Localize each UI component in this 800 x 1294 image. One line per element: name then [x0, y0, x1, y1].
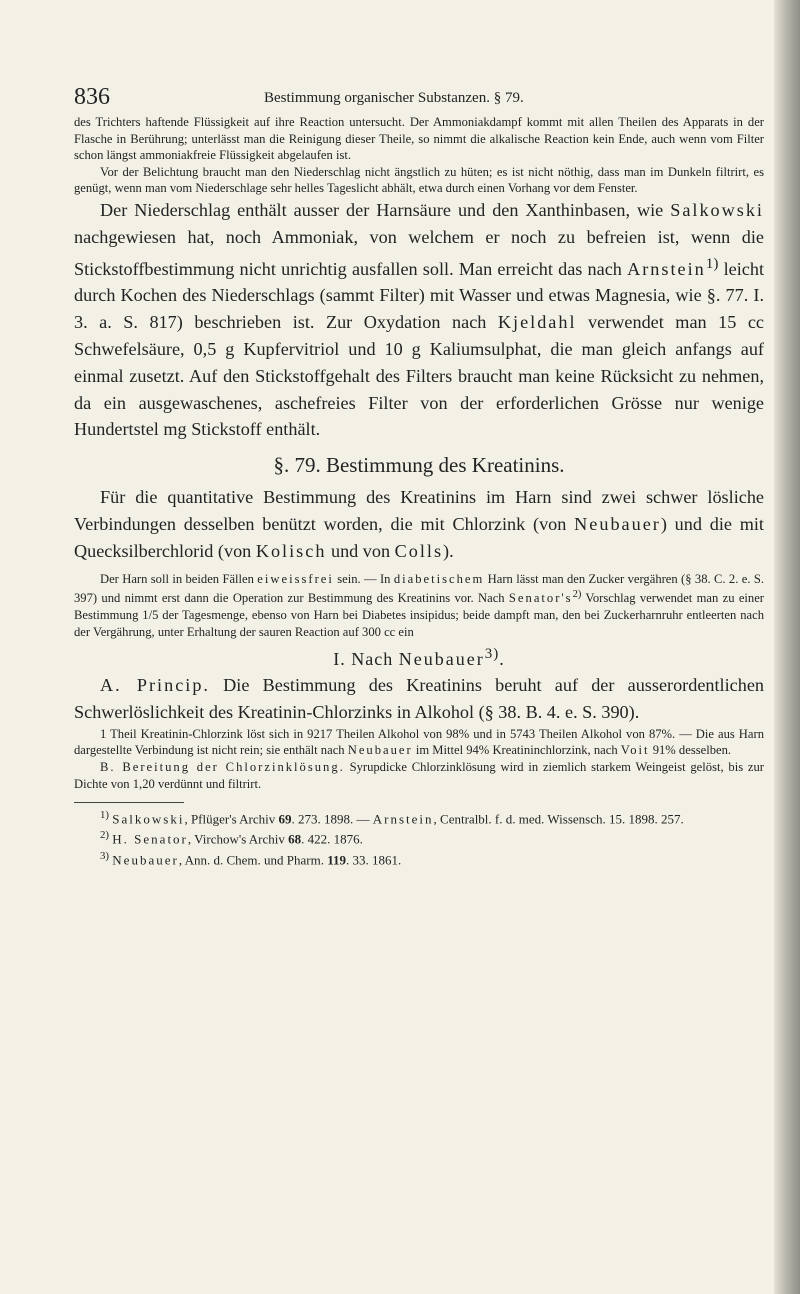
author-senator: Senator's	[508, 591, 573, 606]
footnote-ref-3: 3)	[484, 646, 500, 663]
author-voit: Voit	[620, 743, 650, 758]
footnote-2: $^{2)}$ H. Senator, Virchow's Archiv 68. 422. 1876.	[100, 829, 363, 847]
paragraph-kreatinin-intro: Für die quantitative Bestimmung des Kreatinins im Harn sind zwei schwer lösliche Verbindungen desselben benützt worden, die mit Chlorzink (von Neubauer) und die mit Quecksilberchlorid (von Kolisch und von Colls).	[74, 487, 764, 561]
label-bereitung: B. Bereitung der Chlorzinklösung.	[100, 759, 345, 774]
author-neubauer: Neubauer	[574, 514, 661, 534]
running-head	[74, 84, 764, 114]
footnote-ref-1: 1)	[705, 254, 719, 272]
footnote-1: $^{1)}$ Salkowski, Pflüger's Archiv 69. 273. 1898. — Arnstein, Centralbl. f. d. med. Wissensch. 15. 1898. 257.	[100, 809, 684, 827]
paragraph-niederschlag: Der Niederschlag enthält ausser der Harnsäure und den Xanthinbasen, wie Salkowski nachgewiesen hat, noch Ammoniak, von welchem er noch zu befreien ist, wenn die Stickstoffbestimmung nicht unrichtig ausfallen soll. Man erreicht das nach Arnstein$^{1)}$ leicht durch Kochen des Niederschlags (sammt Filter) mit Wasser und etwas Magnesia, wie §. 77. I. 3. a. S. 817) beschrieben ist. Zur Oxydation nach Kjeldahl verwendet man 15 cc Schwefelsäure, 0,5 g Kupfervitriol und 10 g Kaliumsulphat, die man gleich anfangs auf einmal zusetzt. Auf den Stickstoffgehalt des Filters braucht man keine Rücksicht zu nehmen, da ein ausgewaschenes, aschefreies Filter von der erforderlichen Grösse nur wenige Hundertstel mg Stickstoff enthält.	[74, 199, 764, 440]
author-arnstein: Arnstein	[627, 258, 706, 279]
term-eiweissfrei: eiweissfrei	[257, 571, 334, 586]
label-princip: A. Princip.	[100, 675, 210, 696]
author-kjeldahl: Kjeldahl	[497, 312, 577, 333]
paragraph-trichter: des Trichters haftende Flüssigkeit auf ihre Reaction untersucht. Der Ammoniakdampf kommt mit allen Theilen des Apparats in der Flasche in Berührung; unterlässt man die Reinigung dieser Theile, so nimmt die alkalische Reaction kein Ende, auch wenn vom Filter schon längst ammoniakfreie Flüssigkeit abgelaufen ist.	[74, 115, 764, 163]
author-colls: Colls	[394, 540, 444, 561]
paragraph-belichtung: Vor der Belichtung braucht man den Niederschlag nicht ängstlich zu hüten; es ist nicht nöthig, dass man im Dunkeln filtrirt, es genügt, wenn man vom Niederschlage sehr helles Tageslicht abhält, etwa durch einen Vorhang vor dem Fenster.	[74, 164, 764, 196]
book-page	[74, 84, 764, 868]
footnote-3: $^{3)}$ Neubauer, Ann. d. Chem. und Pharm. 119. 33. 1861.	[100, 849, 402, 868]
running-title: Bestimmung organischer Substanzen. § 79.	[264, 90, 524, 106]
section-heading: §. 79. Bestimmung des Kreatinins.	[273, 453, 565, 478]
paragraph-bereitung: B. Bereitung der Chlorzinklösung. Syrupdicke Chlorzinklösung wird in ziemlich starkem Weingeist gelöst, bis zur Dichte von 1,20 verdünnt und filtrirt.	[74, 759, 764, 791]
author-kolisch: Kolisch	[255, 540, 327, 561]
paragraph-harn-vorbehandlung: Der Harn soll in beiden Fällen eiweissfrei sein. — In diabetischem Harn lässt man den Zucker vergähren (§ 38. C. 2. e. S. 397) und nimmt erst dann die Operation zur Bestimmung des Kreatinins vor. Nach $Senator's^{2)}$ Vorschlag verwendet man zu einer Bestimmung 1/5 der Tagesmenge, ebenso von Harn bei Diabetes insipidus; beide dampft man, den bei Zuckerharnruhr entleerten nach der Vergährung, unter Erhaltung der sauren Reaction auf 300 cc ein	[74, 571, 765, 639]
footnote-rule	[74, 802, 184, 803]
page-number: 836	[74, 84, 110, 110]
subheading-neubauer: I. Nach Neubauer$^{3)}$.	[333, 646, 505, 670]
author-salkowski: Salkowski	[670, 199, 764, 220]
paragraph-princip: A. Princip. Die Bestimmung des Kreatinins beruht auf der ausserordentlichen Schwerlöslichkeit des Kreatinin-Chlorzinks in Alkohol (§ 38. B. 4. e. S. 390).	[74, 675, 764, 722]
footnote-ref-2: 2)	[572, 589, 582, 601]
page-edge-shadow	[774, 0, 800, 1294]
term-diabetischem: diabetischem	[393, 571, 485, 586]
paragraph-loeslichkeit: 1 Theil Kreatinin-Chlorzink löst sich in 9217 Theilen Alkohol von 98% und in 5743 Theilen Alkohol von 87%. — Die aus Harn dargestellte Verbindung ist nicht rein; sie enthält nach Neubauer im Mittel 94% Kreatininchlorzink, nach Voit 91% desselben.	[74, 726, 764, 758]
